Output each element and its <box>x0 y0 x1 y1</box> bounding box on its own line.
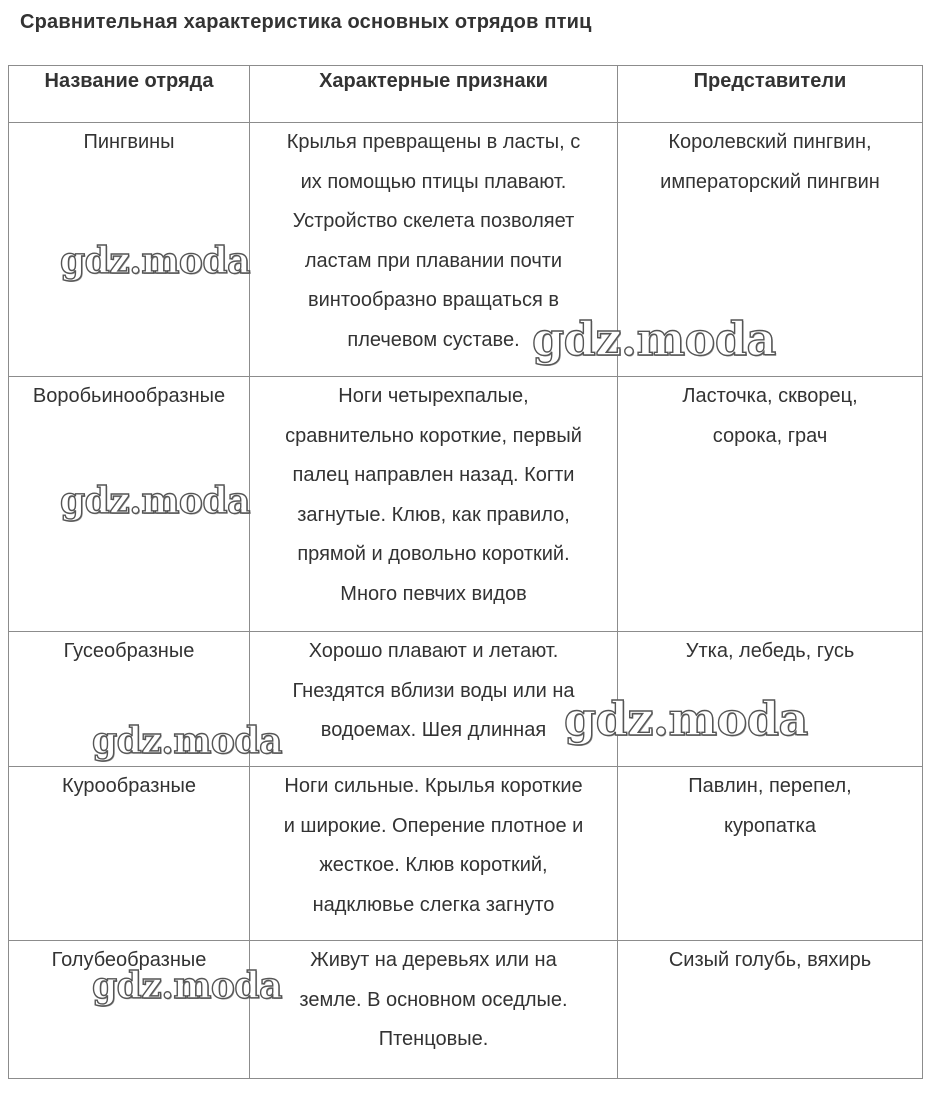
header-features: Характерные признаки <box>250 66 618 123</box>
order-name-cell: Голубеобразные <box>9 941 250 1079</box>
features-cell: Живут на деревьях или на земле. В основном оседлые. Птенцовые. <box>250 941 618 1079</box>
features-cell: Ноги четырехпалые, сравнительно короткие, первый палец направлен назад. Когти загнутые. Клюв, как правило, прямой и довольно короткий. Много певчих видов <box>250 377 618 632</box>
watermark: gdz.moda <box>92 965 282 1007</box>
watermark: gdz.moda <box>564 692 808 746</box>
order-name-cell: Пингвины <box>9 123 250 377</box>
watermark: gdz.moda <box>532 312 776 366</box>
watermark: gdz.moda <box>60 240 250 282</box>
page-title: Сравнительная характеристика основных отрядов птиц <box>20 11 592 33</box>
order-name-cell: Воробьинообразные <box>9 377 250 632</box>
features-cell: Ноги сильные. Крылья короткие и широкие. Оперение плотное и жесткое. Клюв короткий, надклювье слегка загнуто <box>250 767 618 941</box>
representatives-cell: Павлин, перепел, куропатка <box>618 767 923 941</box>
header-order-name: Название отряда <box>9 66 250 123</box>
watermark: gdz.moda <box>92 720 282 762</box>
table-row <box>9 767 923 941</box>
order-name-cell: Гусеобразные <box>9 632 250 767</box>
table-row <box>9 941 923 1079</box>
header-representatives: Представители <box>618 66 923 123</box>
features-cell: Крылья превращены в ласты, с их помощью птицы плавают. Устройство скелета позволяет ластам при плавании почти винтообразно вращаться в плечевом суставе. <box>250 123 618 377</box>
table-header-row <box>9 66 923 123</box>
features-cell: Хорошо плавают и летают. Гнездятся вблизи воды или на водоемах. Шея длинная <box>250 632 618 767</box>
representatives-cell: Королевский пингвин, императорский пингвин <box>618 123 923 377</box>
representatives-cell: Сизый голубь, вяхирь <box>618 941 923 1079</box>
representatives-cell: Ласточка, скворец, сорока, грач <box>618 377 923 632</box>
order-name-cell: Курообразные <box>9 767 250 941</box>
watermark: gdz.moda <box>60 480 250 522</box>
bird-orders-table <box>8 65 923 1079</box>
representatives-cell: Утка, лебедь, гусь <box>618 632 923 767</box>
